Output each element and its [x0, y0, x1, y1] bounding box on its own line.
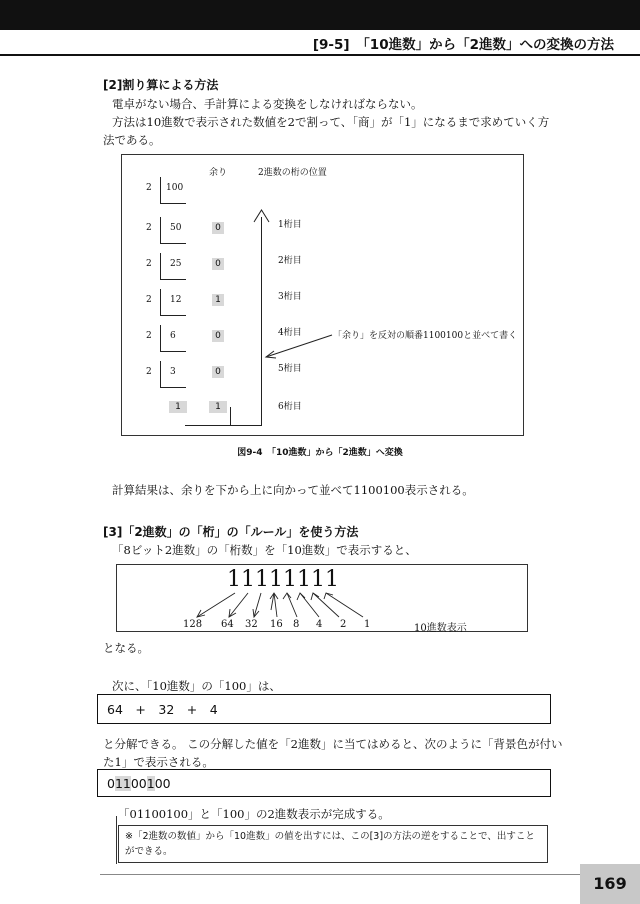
quotient: 12	[170, 295, 182, 305]
annotation-text: 「余り」を反対の順番1100100と並べて書く	[333, 331, 518, 341]
division-bracket-vertical	[160, 361, 161, 387]
divisor: 2	[146, 259, 152, 269]
arrow-vertical-line	[261, 217, 262, 425]
division-bracket-horizontal	[160, 243, 186, 244]
header-title: [9-5] 「10進数」から「2進数」への変換の方法	[312, 37, 614, 53]
figure-caption: 図9-4 「10進数」から「2進数」へ変換	[237, 448, 403, 458]
weight-4: 4	[316, 619, 323, 630]
footer-rule	[100, 874, 580, 875]
binary-digit-plain: 0	[107, 775, 115, 791]
quotient: 6	[170, 331, 176, 341]
bits-display: 11111111	[227, 567, 339, 592]
divisor: 2	[146, 223, 152, 233]
note-box	[118, 825, 548, 863]
bit-weight-figure	[116, 564, 528, 632]
arrow-base-line-right	[230, 425, 262, 426]
division-bracket-horizontal	[160, 203, 186, 204]
binary-digit-highlight: 11	[114, 775, 131, 791]
remainder: 0	[212, 222, 224, 234]
digit-position: 2桁目	[278, 256, 302, 266]
section3-heading: [3]「2進数」の「桁」の「ルール」を使う方法	[103, 525, 359, 539]
result-text: 計算結果は、余りを下から上に向かって並べて1100100表示される。	[112, 483, 474, 497]
decimal-label: 10進数表示	[414, 623, 467, 634]
quotient: 50	[170, 223, 182, 233]
division-bracket-vertical	[160, 217, 161, 243]
binary-digit-highlight: 1	[146, 775, 155, 791]
weight-32: 32	[245, 619, 258, 630]
weight-16: 16	[270, 619, 283, 630]
next-text: 次に、「10進数」の「100」は、	[112, 679, 281, 693]
quotient: 25	[170, 259, 182, 269]
note-left-rule	[116, 816, 117, 864]
divisor: 2	[146, 183, 152, 193]
top-black-bar	[0, 0, 640, 30]
after-paragraph-b: た1」で表示される。	[103, 755, 214, 769]
division-bracket-vertical	[160, 325, 161, 351]
weight-1: 1	[364, 619, 371, 630]
digit-position: 1桁目	[278, 220, 302, 230]
arrow-base-line	[185, 425, 231, 426]
last-quotient: 1	[169, 401, 187, 413]
annotation-arrow-icon	[262, 333, 334, 363]
decomposition-box: 64 + 32 + 4	[97, 694, 551, 724]
page-header	[0, 30, 640, 56]
naru-text: となる。	[103, 641, 149, 655]
note-line-1: ※「2進数の数値」から「10進数」の値を出すには、この[3]の方法の逆をすることで、出すこと	[125, 831, 535, 842]
division-bracket-vertical	[160, 253, 161, 279]
digit-position-label: 2進数の桁の位置	[258, 168, 327, 178]
division-bracket-horizontal	[160, 387, 186, 388]
division-bracket-horizontal	[160, 279, 186, 280]
division-figure	[121, 154, 524, 436]
weight-2: 2	[340, 619, 347, 630]
quotient: 3	[170, 367, 176, 377]
binary-digit-plain: 00	[130, 775, 147, 791]
last-remainder: 1	[209, 401, 227, 413]
section2-paragraph-2a: 方法は10進数で表示された数値を2で割って、「商」が「1」になるまで求めていく方	[112, 115, 550, 129]
binary-box	[97, 769, 551, 797]
remainder: 0	[212, 330, 224, 342]
section2-paragraph-1: 電卓がない場合、手計算による変換をしなければならない。	[112, 97, 423, 111]
division-bracket-horizontal	[160, 315, 186, 316]
divisor: 2	[146, 367, 152, 377]
binary-digit-plain: 00	[154, 775, 171, 791]
division-bracket-vertical	[160, 177, 161, 203]
arrow-up-icon	[253, 209, 270, 223]
divisor: 2	[146, 331, 152, 341]
quotient: 100	[166, 183, 184, 193]
section2-heading: [2]割り算による方法	[103, 78, 219, 92]
digit-position: 4桁目	[278, 328, 302, 338]
amari-label: 余り	[209, 168, 228, 178]
digit-position: 3桁目	[278, 292, 302, 302]
section2-paragraph-2b: 法である。	[103, 133, 161, 147]
weight-128: 128	[183, 619, 203, 630]
weight-8: 8	[293, 619, 300, 630]
complete-text: 「01100100」と「100」の2進数表示が完成する。	[118, 807, 390, 821]
weight-arrows	[117, 565, 529, 633]
after-paragraph-a: と分解できる。 この分解した値を「2進数」に当てはめると、次のように「背景色が付い	[103, 737, 563, 751]
remainder: 0	[212, 366, 224, 378]
weight-64: 64	[221, 619, 234, 630]
remainder: 1	[212, 294, 224, 306]
division-bracket-vertical	[160, 289, 161, 315]
digit-position: 5桁目	[278, 364, 302, 374]
digit-position: 6桁目	[278, 402, 302, 412]
note-line-2: ができる。	[125, 846, 173, 857]
page-number: 169	[580, 864, 640, 904]
section3-paragraph: 「8ビット2進数」の「桁数」を「10進数」で表示すると、	[112, 543, 417, 557]
division-bracket-horizontal	[160, 351, 186, 352]
remainder: 0	[212, 258, 224, 270]
arrow-stem-bottom	[230, 407, 231, 425]
divisor: 2	[146, 295, 152, 305]
